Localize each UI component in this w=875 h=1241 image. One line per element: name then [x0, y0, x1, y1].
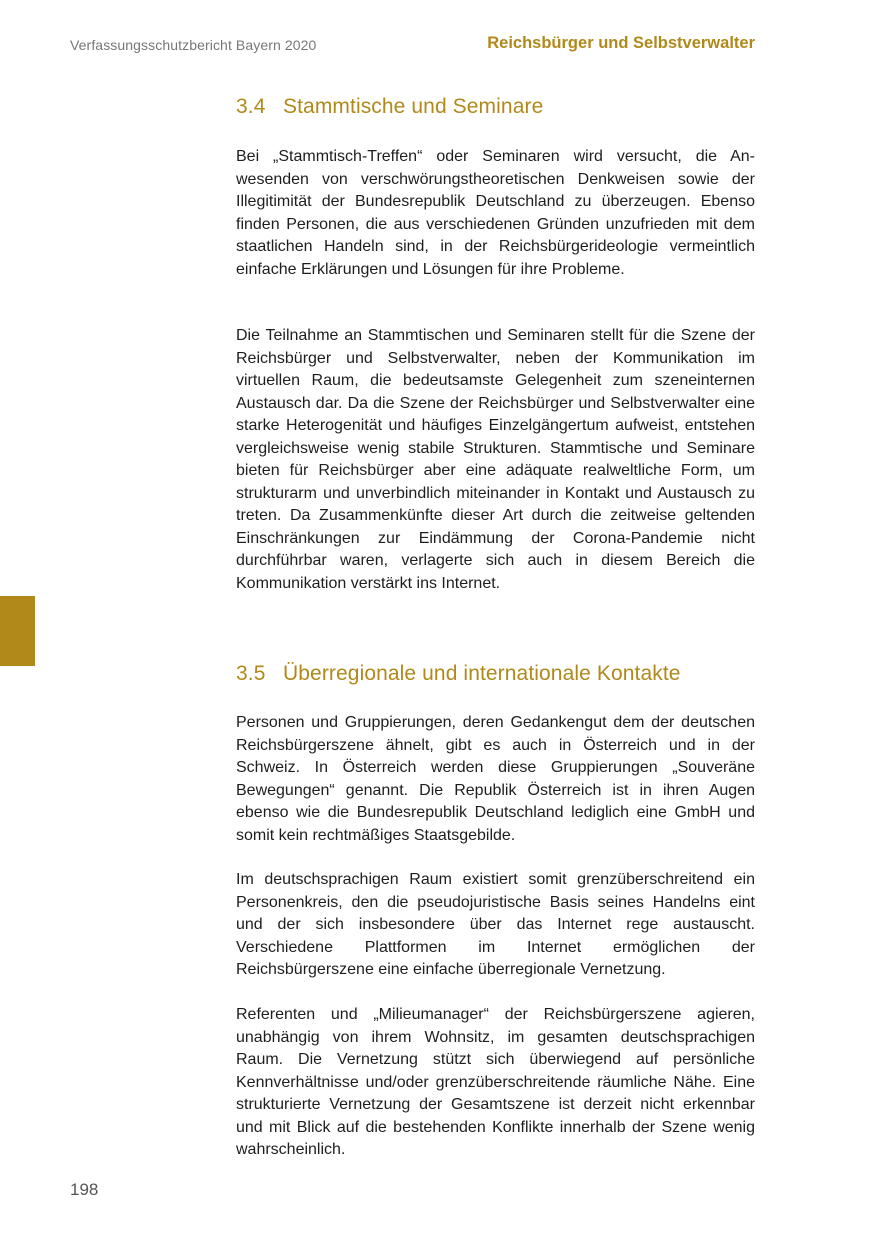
- section-heading-3-5: [236, 662, 681, 686]
- running-header-right: Reichsbürger und Selbstverwalter: [487, 34, 755, 52]
- section-heading-3-4: [236, 95, 543, 119]
- page-number: 198: [70, 1180, 99, 1199]
- paragraph: Die Teilnahme an Stammtischen und Seminaren stellt für die Szene der Reichsbürger und Selbstverwalter, neben der Kommunikation im virtuellen Raum, die bedeutsamste Gelegenheit zum szeneinternen Austausch dar. Da die Szene der Reichsbürger und Selbstverwalter eine starke Heterogenität und häufiges Einzelgängertum aufweist, entstehen vergleichsweise wenig stabile Strukturen. Stammtische und Seminare bieten für Reichsbürger aber eine adäquate realweltliche Form, um strukturarm und unverbindlich miteinander in Kontakt und Austausch zu treten. Da Zusammenkünfte dieser Art durch die zeitweise geltenden Einschränkungen zur Eindämmung der Corona-Pandemie nicht durchführbar waren, verlagerte sich auch in diesem Bereich die Kommunikation verstärkt ins Internet.: [236, 327, 755, 592]
- section-number: 3.5: [236, 662, 266, 685]
- paragraph: Referenten und „Milieumanager“ der Reichsbürgerszene agieren, unabhängig von ihrem Wohnsitz, im gesamten deutschsprachigen Raum. Die Vernetzung stützt sich überwiegend auf persönliche Kennverhältnisse und/oder grenzüberschreitende räumliche Nähe. Eine strukturierte Vernetzung der Gesamtszene ist derzeit nicht erkennbar und mit Blick auf die bestehenden Konflikte innerhalb der Szene wenig wahrscheinlich.: [236, 1006, 755, 1158]
- chapter-side-tab: [0, 596, 35, 666]
- section-title: Überregionale und internationale Kontakte: [283, 662, 681, 685]
- paragraph: Personen und Gruppierungen, deren Gedankengut dem der deutschen Reichsbürgerszene ähnelt, gibt es auch in Österreich und in der Schweiz. In Österreich werden diese Gruppierungen „Souveräne Bewegungen“ genannt. Die Republik Österreich ist in ihren Augen ebenso wie die Bundesrepublik Deutschland lediglich eine GmbH und somit kein rechtmäßiges Staatsgebilde.: [236, 714, 755, 844]
- paragraph: Im deutschsprachigen Raum existiert somit grenzüberschreitend ein Personenkreis, den die pseudojuristische Basis seines Handelns eint und der sich insbesondere über das Internet rege austauscht. Verschiedene Plattformen im Internet ermöglichen der Reichsbürgerszene eine einfache überregionale Vernetzung.: [236, 871, 755, 978]
- section-number: 3.4: [236, 95, 266, 118]
- section-title: Stammtische und Seminare: [283, 95, 544, 118]
- running-header-left: Verfassungsschutzbericht Bayern 2020: [70, 37, 317, 53]
- paragraph: Bei „Stammtisch-Treffen“ oder Seminaren wird versucht, die Anwesenden von verschwörungstheoretischen Denkweisen sowie der Illegitimität der Bundesrepublik Deutschland zu überzeugen. Ebenso finden Personen, die aus verschiedenen Gründen unzufrieden mit dem staatlichen Handeln sind, in der Reichsbürgerideologie vermeintlich einfache Erklärungen und Lösungen für ihre Probleme.: [236, 148, 755, 278]
